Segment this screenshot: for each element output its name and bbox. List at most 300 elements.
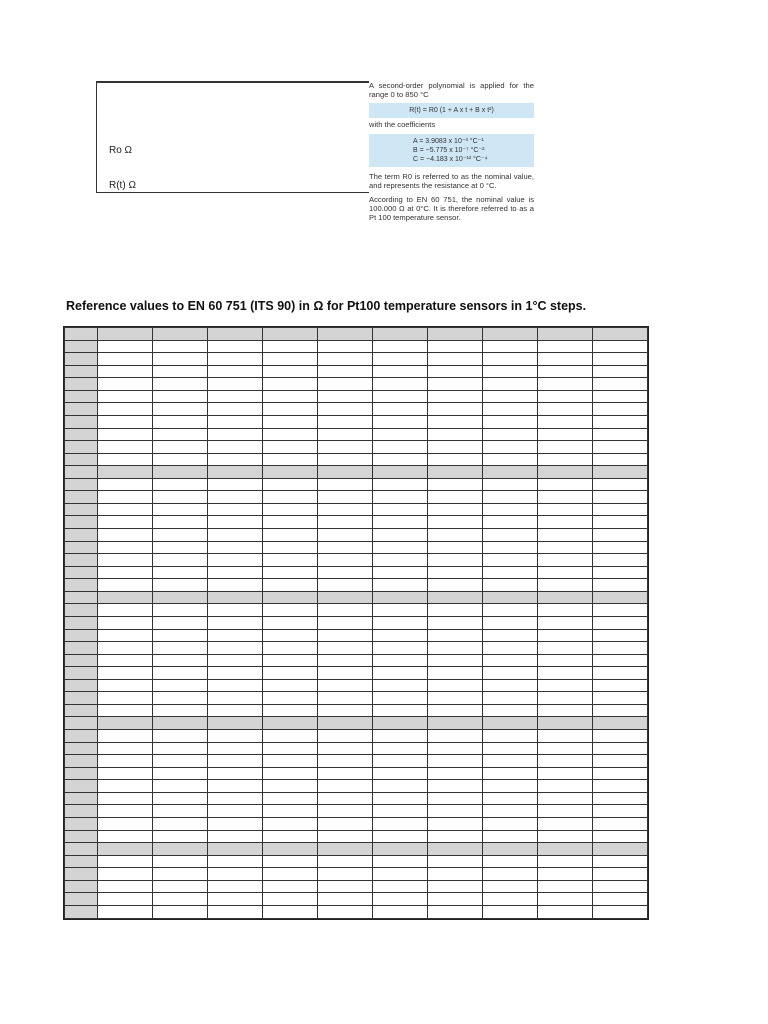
- row-header-cell: [65, 767, 98, 780]
- table-cell: [153, 616, 208, 629]
- table-cell: [428, 629, 483, 642]
- reference-table: [63, 326, 649, 920]
- row-header-cell: [65, 629, 98, 642]
- table-cell: [483, 679, 538, 692]
- table-cell: [593, 654, 648, 667]
- table-cell: [538, 541, 593, 554]
- table-cell: [98, 629, 153, 642]
- table-cell: [208, 893, 263, 906]
- table-cell: [98, 604, 153, 617]
- table-cell: [428, 654, 483, 667]
- table-cell: [153, 328, 208, 341]
- table-cell: [373, 717, 428, 730]
- table-cell: [208, 478, 263, 491]
- row-header-cell: [65, 516, 98, 529]
- table-cell: [483, 830, 538, 843]
- row-header-cell: [65, 692, 98, 705]
- table-cell: [263, 403, 318, 416]
- row-header-cell: [65, 855, 98, 868]
- table-cell: [153, 905, 208, 918]
- table-cell: [428, 742, 483, 755]
- table-row: [65, 390, 648, 403]
- table-cell: [318, 780, 373, 793]
- row-header-cell: [65, 541, 98, 554]
- table-cell: [593, 428, 648, 441]
- table-cell: [593, 843, 648, 856]
- table-cell: [373, 491, 428, 504]
- table-cell: [98, 541, 153, 554]
- table-cell: [428, 491, 483, 504]
- ro-label: Ro Ω: [109, 145, 133, 156]
- table-cell: [593, 478, 648, 491]
- table-cell: [98, 340, 153, 353]
- table-row: [65, 591, 648, 604]
- table-cell: [428, 554, 483, 567]
- table-row: [65, 579, 648, 592]
- coef-a: A = 3.9083 x 10⁻³ °C⁻¹: [413, 138, 484, 145]
- table-cell: [318, 667, 373, 680]
- table-cell: [538, 428, 593, 441]
- row-header-cell: [65, 529, 98, 542]
- table-cell: [538, 780, 593, 793]
- table-cell: [483, 742, 538, 755]
- intro-text: A second-order polynomial is applied for the range 0 to 850 °C: [369, 81, 534, 99]
- table-cell: [98, 855, 153, 868]
- table-cell: [593, 704, 648, 717]
- table-cell: [318, 541, 373, 554]
- table-cell: [428, 868, 483, 881]
- table-row: [65, 905, 648, 918]
- table-cell: [373, 591, 428, 604]
- table-cell: [208, 378, 263, 391]
- table-cell: [538, 717, 593, 730]
- table-row: [65, 767, 648, 780]
- row-header-cell: [65, 604, 98, 617]
- table-cell: [153, 390, 208, 403]
- table-cell: [428, 792, 483, 805]
- table-cell: [263, 453, 318, 466]
- table-cell: [263, 642, 318, 655]
- table-cell: [153, 642, 208, 655]
- table-cell: [98, 365, 153, 378]
- table-cell: [208, 792, 263, 805]
- coefficients-box: [369, 134, 534, 167]
- row-header-cell: [65, 390, 98, 403]
- table-cell: [428, 780, 483, 793]
- table-cell: [98, 767, 153, 780]
- table-row: [65, 730, 648, 743]
- table-cell: [593, 591, 648, 604]
- table-cell: [153, 704, 208, 717]
- table-cell: [98, 403, 153, 416]
- table-cell: [98, 579, 153, 592]
- table-cell: [263, 541, 318, 554]
- row-header-cell: [65, 817, 98, 830]
- table-cell: [153, 529, 208, 542]
- table-cell: [373, 868, 428, 881]
- table-cell: [208, 579, 263, 592]
- table-cell: [153, 453, 208, 466]
- table-cell: [373, 730, 428, 743]
- table-cell: [153, 629, 208, 642]
- table-cell: [153, 654, 208, 667]
- table-cell: [318, 629, 373, 642]
- table-cell: [538, 805, 593, 818]
- table-cell: [263, 491, 318, 504]
- row-header-cell: [65, 566, 98, 579]
- table-cell: [428, 516, 483, 529]
- table-cell: [428, 428, 483, 441]
- row-header-cell: [65, 365, 98, 378]
- row-header-cell: [65, 378, 98, 391]
- table-cell: [98, 529, 153, 542]
- table-cell: [263, 516, 318, 529]
- table-cell: [538, 478, 593, 491]
- row-header-cell: [65, 654, 98, 667]
- table-cell: [98, 353, 153, 366]
- table-cell: [263, 830, 318, 843]
- table-row: [65, 755, 648, 768]
- table-cell: [538, 616, 593, 629]
- table-cell: [428, 616, 483, 629]
- table-cell: [318, 353, 373, 366]
- table-cell: [153, 679, 208, 692]
- definition-box: [96, 81, 369, 193]
- table-cell: [483, 428, 538, 441]
- table-row: [65, 353, 648, 366]
- table-cell: [208, 704, 263, 717]
- table-row: [65, 843, 648, 856]
- table-cell: [208, 604, 263, 617]
- table-cell: [538, 365, 593, 378]
- table-cell: [593, 491, 648, 504]
- table-cell: [483, 767, 538, 780]
- table-cell: [263, 353, 318, 366]
- table-row: [65, 428, 648, 441]
- table-cell: [373, 453, 428, 466]
- formula: R(t) = R0 (1 + A x t + B x t²): [409, 107, 494, 114]
- table-cell: [208, 453, 263, 466]
- table-cell: [483, 642, 538, 655]
- row-header-cell: [65, 503, 98, 516]
- row-header-cell: [65, 905, 98, 918]
- table-cell: [153, 730, 208, 743]
- table-cell: [318, 491, 373, 504]
- table-cell: [153, 591, 208, 604]
- table-cell: [208, 415, 263, 428]
- row-header-cell: [65, 780, 98, 793]
- table-row: [65, 503, 648, 516]
- table-cell: [318, 805, 373, 818]
- row-header-cell: [65, 554, 98, 567]
- table-row: [65, 868, 648, 881]
- table-cell: [98, 554, 153, 567]
- table-cell: [153, 792, 208, 805]
- table-cell: [208, 353, 263, 366]
- table-cell: [263, 792, 318, 805]
- table-cell: [318, 415, 373, 428]
- table-cell: [428, 893, 483, 906]
- table-cell: [208, 365, 263, 378]
- table-cell: [208, 328, 263, 341]
- table-row: [65, 830, 648, 843]
- table-row: [65, 415, 648, 428]
- table-cell: [318, 554, 373, 567]
- table-cell: [373, 704, 428, 717]
- table-cell: [153, 365, 208, 378]
- table-cell: [263, 604, 318, 617]
- table-cell: [373, 403, 428, 416]
- table-cell: [318, 893, 373, 906]
- table-cell: [373, 792, 428, 805]
- with-coefficients-text: with the coefficients: [369, 120, 436, 129]
- table-cell: [593, 378, 648, 391]
- table-cell: [263, 868, 318, 881]
- table-cell: [263, 717, 318, 730]
- table-cell: [483, 616, 538, 629]
- info-panel: [369, 81, 534, 222]
- table-cell: [428, 704, 483, 717]
- table-cell: [483, 340, 538, 353]
- row-header-cell: [65, 453, 98, 466]
- table-cell: [483, 667, 538, 680]
- table-cell: [263, 428, 318, 441]
- table-cell: [153, 893, 208, 906]
- table-cell: [538, 893, 593, 906]
- row-header-cell: [65, 415, 98, 428]
- table-cell: [153, 478, 208, 491]
- table-cell: [98, 654, 153, 667]
- table-cell: [98, 616, 153, 629]
- table-cell: [208, 817, 263, 830]
- table-cell: [593, 755, 648, 768]
- table-cell: [428, 905, 483, 918]
- table-cell: [428, 378, 483, 391]
- table-cell: [483, 415, 538, 428]
- table-cell: [593, 817, 648, 830]
- table-cell: [428, 403, 483, 416]
- table-cell: [98, 679, 153, 692]
- table-cell: [263, 704, 318, 717]
- table-cell: [318, 604, 373, 617]
- table-cell: [98, 780, 153, 793]
- table-cell: [428, 415, 483, 428]
- table-cell: [538, 742, 593, 755]
- row-header-cell: [65, 893, 98, 906]
- table-cell: [98, 328, 153, 341]
- table-cell: [153, 880, 208, 893]
- row-header-cell: [65, 742, 98, 755]
- table-cell: [373, 893, 428, 906]
- table-cell: [208, 780, 263, 793]
- row-header-cell: [65, 730, 98, 743]
- table-cell: [593, 441, 648, 454]
- table-cell: [263, 554, 318, 567]
- table-cell: [153, 378, 208, 391]
- table-row: [65, 541, 648, 554]
- table-cell: [373, 428, 428, 441]
- table-cell: [318, 717, 373, 730]
- table-cell: [208, 642, 263, 655]
- table-cell: [153, 441, 208, 454]
- table-cell: [593, 893, 648, 906]
- table-row: [65, 692, 648, 705]
- table-cell: [538, 353, 593, 366]
- table-cell: [593, 466, 648, 479]
- row-header-cell: [65, 340, 98, 353]
- row-header-cell: [65, 441, 98, 454]
- row-header-cell: [65, 717, 98, 730]
- table-cell: [538, 516, 593, 529]
- table-cell: [318, 792, 373, 805]
- table-cell: [318, 830, 373, 843]
- table-cell: [593, 830, 648, 843]
- table-cell: [263, 591, 318, 604]
- table-row: [65, 403, 648, 416]
- table-cell: [538, 704, 593, 717]
- table-cell: [263, 629, 318, 642]
- table-cell: [318, 616, 373, 629]
- table-cell: [153, 805, 208, 818]
- table-row: [65, 453, 648, 466]
- table-cell: [593, 742, 648, 755]
- table-cell: [263, 466, 318, 479]
- table-cell: [593, 692, 648, 705]
- table-cell: [428, 478, 483, 491]
- table-cell: [593, 579, 648, 592]
- table-cell: [428, 692, 483, 705]
- table-cell: [98, 880, 153, 893]
- table-cell: [428, 843, 483, 856]
- table-cell: [593, 767, 648, 780]
- table-cell: [153, 742, 208, 755]
- table-cell: [538, 730, 593, 743]
- table-cell: [483, 466, 538, 479]
- table-cell: [373, 541, 428, 554]
- table-cell: [153, 830, 208, 843]
- table-cell: [538, 604, 593, 617]
- table-row: [65, 780, 648, 793]
- table-cell: [538, 390, 593, 403]
- table-cell: [483, 328, 538, 341]
- table-cell: [318, 880, 373, 893]
- table-heading: Reference values to EN 60 751 (ITS 90) in Ω for Pt100 temperature sensors in 1°C steps.: [66, 299, 587, 313]
- table-cell: [483, 390, 538, 403]
- table-cell: [373, 780, 428, 793]
- table-cell: [263, 390, 318, 403]
- table-row: [65, 478, 648, 491]
- table-cell: [428, 353, 483, 366]
- table-cell: [483, 880, 538, 893]
- table-cell: [208, 717, 263, 730]
- table-cell: [318, 453, 373, 466]
- table-row: [65, 717, 648, 730]
- table-row: [65, 805, 648, 818]
- table-cell: [263, 340, 318, 353]
- table-cell: [483, 503, 538, 516]
- table-cell: [538, 340, 593, 353]
- table-cell: [538, 403, 593, 416]
- table-cell: [263, 579, 318, 592]
- table-row: [65, 855, 648, 868]
- table-cell: [483, 654, 538, 667]
- table-row: [65, 792, 648, 805]
- table-cell: [208, 667, 263, 680]
- row-header-cell: [65, 466, 98, 479]
- table-cell: [318, 503, 373, 516]
- table-cell: [538, 905, 593, 918]
- table-cell: [208, 742, 263, 755]
- table-cell: [593, 390, 648, 403]
- table-cell: [428, 365, 483, 378]
- table-cell: [153, 780, 208, 793]
- table-cell: [538, 767, 593, 780]
- standard-text: According to EN 60 751, the nominal value is 100.000 Ω at 0°C. It is therefore referred to as a Pt 100 temperature sensor.: [369, 195, 534, 222]
- row-header-cell: [65, 428, 98, 441]
- table-cell: [373, 692, 428, 705]
- table-cell: [428, 441, 483, 454]
- table-cell: [208, 390, 263, 403]
- table-cell: [538, 491, 593, 504]
- table-cell: [208, 591, 263, 604]
- row-header-cell: [65, 642, 98, 655]
- table-row: [65, 604, 648, 617]
- table-cell: [318, 403, 373, 416]
- table-cell: [373, 566, 428, 579]
- table-cell: [373, 805, 428, 818]
- table-cell: [373, 880, 428, 893]
- table-cell: [593, 679, 648, 692]
- table-cell: [373, 503, 428, 516]
- table-cell: [538, 579, 593, 592]
- row-header-cell: [65, 491, 98, 504]
- table-cell: [208, 905, 263, 918]
- row-header-cell: [65, 755, 98, 768]
- table-cell: [428, 529, 483, 542]
- table-cell: [593, 805, 648, 818]
- table-cell: [153, 667, 208, 680]
- table-cell: [318, 428, 373, 441]
- table-cell: [593, 554, 648, 567]
- table-cell: [263, 843, 318, 856]
- table-cell: [483, 403, 538, 416]
- table-cell: [538, 503, 593, 516]
- table-row: [65, 340, 648, 353]
- table-cell: [483, 604, 538, 617]
- table-cell: [373, 340, 428, 353]
- table-cell: [153, 604, 208, 617]
- table-cell: [318, 466, 373, 479]
- table-cell: [373, 415, 428, 428]
- table-row: [65, 378, 648, 391]
- table-cell: [153, 717, 208, 730]
- table-cell: [538, 679, 593, 692]
- table-cell: [483, 365, 538, 378]
- table-cell: [538, 529, 593, 542]
- row-header-cell: [65, 880, 98, 893]
- table-cell: [483, 704, 538, 717]
- table-cell: [98, 390, 153, 403]
- table-cell: [593, 503, 648, 516]
- table-cell: [98, 730, 153, 743]
- table-cell: [208, 466, 263, 479]
- table-cell: [593, 730, 648, 743]
- table-cell: [538, 453, 593, 466]
- table-cell: [318, 905, 373, 918]
- row-header-cell: [65, 616, 98, 629]
- table-cell: [483, 905, 538, 918]
- table-cell: [263, 654, 318, 667]
